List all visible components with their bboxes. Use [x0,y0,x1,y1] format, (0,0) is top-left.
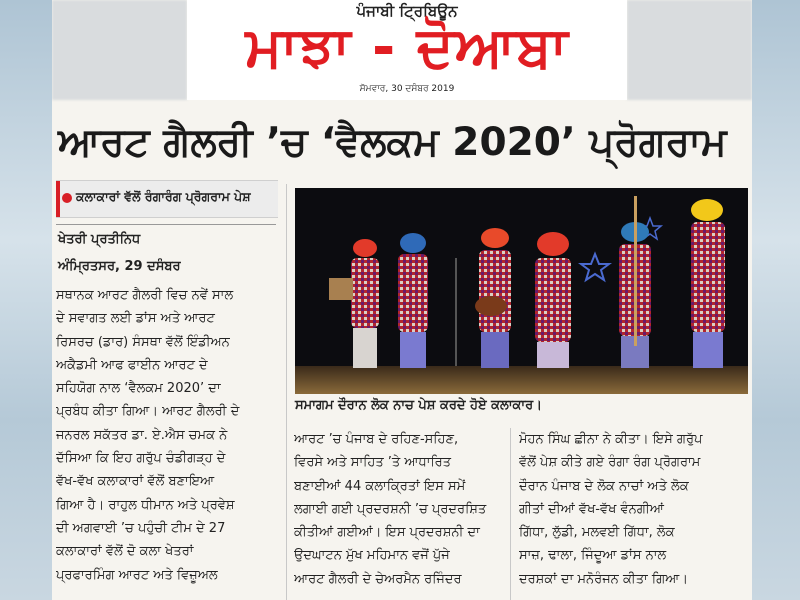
column-line: ਗਿਆ ਹੈ। ਰਾਹੁਲ ਧੀਮਾਨ ਅਤੇ ਪ੍ਰਵੇਸ਼ [56,497,235,513]
column-line: ਪ੍ਰਫਾਰਮਿੰਗ ਆਰਟ ਅਤੇ ਵਿਜ਼ੂਅਲ [56,567,218,583]
article-column-1 [56,284,278,587]
column-line: ਜਨਰਲ ਸਕੱਤਰ ਡਾ. ਏ.ਐਸ ਚਮਕ ਨੇ [56,427,228,443]
photo-caption: ਸਮਾਗਮ ਦੌਰਾਨ ਲੋਕ ਨਾਚ ਪੇਸ਼ ਕਰਦੇ ਹੋਏ ਕਲਾਕਾਰ। [295,398,542,413]
newspaper-clipping [52,0,752,600]
blurred-header-right [627,0,752,100]
column-line: ਦਰਸ਼ਕਾਂ ਦਾ ਮਨੋਰੰਜਨ ਕੀਤਾ ਗਿਆ। [519,571,689,587]
article-photo [295,188,748,394]
column-line: ਸਥਾਨਕ ਆਰਟ ਗੈਲਰੀ ਵਿਚ ਨਵੇਂ ਸਾਲ [56,288,234,303]
column-line: ਸਹਿਯੋਗ ਨਾਲ ‘ਵੈਲਕਮ 2020’ ਦਾ [56,381,221,397]
article-subhead-box [56,180,278,218]
column-line: ਸਾਜ਼, ਢਾਲਾ, ਜਿੰਦੂਆ ਡਾਂਸ ਨਾਲ [519,548,667,564]
byline: ਖੇਤਰੀ ਪ੍ਰਤੀਨਿਧ [58,232,141,247]
edition-date: ਸੋਮਵਾਰ, 30 ਦਸੰਬਰ 2019 [359,84,455,94]
blurred-header-left [52,0,187,100]
column-line: ਦੀ ਅਗਵਾਈ ’ਚ ਪਹੁੰਚੀ ਟੀਮ ਦੇ 27 [56,520,226,536]
divider [56,224,276,225]
column-rule [510,428,511,600]
column-line: ਦੌਰਾਨ ਪੰਜਾਬ ਦੇ ਲੋਕ ਨਾਚਾਂ ਅਤੇ ਲੋਕ [519,478,689,494]
accent-bar [56,181,60,217]
column-line: ਗੀਤਾਂ ਦੀਆਂ ਵੱਖ-ਵੱਖ ਵੰਨਗੀਆਂ [519,501,664,517]
article-column-3 [519,428,749,591]
column-line: ਬਣਾਈਆਂ 44 ਕਲਾਕ੍ਰਿਤਾਂ ਇਸ ਸਮੇਂ [294,478,466,494]
background-left [0,0,52,600]
newspaper-name: ਪੰਜਾਬੀ ਟ੍ਰਿਬਿਊਨ [356,2,458,20]
column-line: ਉਦਘਾਟਨ ਮੁੱਖ ਮਹਿਮਾਨ ਵਜੋਂ ਪੁੱਜੇ [294,548,450,564]
article-column-2 [294,428,502,591]
dateline: ਅੰਮ੍ਰਿਤਸਰ, 29 ਦਸੰਬਰ [58,259,181,274]
column-line: ਲਗਾਈ ਗਈ ਪ੍ਰਦਰਸ਼ਨੀ ’ਚ ਪ੍ਰਦਰਸ਼ਿਤ [294,501,487,517]
masthead [187,0,627,100]
background-right [752,0,800,600]
column-line: ਕਲਾਕਾਰਾਂ ਵੱਲੋਂ ਦੋ ਕਲਾ ਖੇਤਰਾਂ [56,544,194,560]
column-line: ਰਿਸਰਚ (ਡਾਰ) ਸੰਸਥਾ ਵੱਲੋਂ ਇੰਡੀਅਨ [56,334,230,350]
column-line: ਵੱਖ-ਵੱਖ ਕਲਾਕਾਰਾਂ ਵੱਲੋਂ ਬਣਾਇਆ [56,474,215,490]
column-line: ਮੋਹਨ ਸਿੰਘ ਛੀਨਾ ਨੇ ਕੀਤਾ। ਇਸੇ ਗਰੁੱਪ [519,432,703,447]
column-line: ਵਿਰਸੇ ਅਤੇ ਸਾਹਿਤ ’ਤੇ ਆਧਾਰਿਤ [294,455,452,471]
column-line: ਗਿੱਧਾ, ਲੁੱਡੀ, ਮਲਵਈ ਗਿੱਧਾ, ਲੋਕ [519,525,675,541]
bullet-icon [62,193,72,203]
column-line: ਦੱਸਿਆ ਕਿ ਇਹ ਗਰੁੱਪ ਚੰਡੀਗੜ੍ਹ ਦੇ [56,451,226,467]
column-line: ਅਕੈਡਮੀ ਆਫ ਫਾਈਨ ਆਰਟ ਦੇ [56,357,208,373]
dancers-photo [295,188,748,394]
column-line: ਦੇ ਸਵਾਗਤ ਲਈ ਡਾਂਸ ਅਤੇ ਆਰਟ [56,311,215,327]
column-line: ਆਰਟ ਗੈਲਰੀ ਦੇ ਚੇਅਰਮੈਨ ਰਜਿੰਦਰ [294,571,462,587]
article-headline: ਆਰਟ ਗੈਲਰੀ ’ਚ ‘ਵੈਲਕਮ 2020’ ਪ੍ਰੋਗਰਾਮ [58,120,727,165]
column-rule [286,184,287,600]
column-line: ਕੀਤੀਆਂ ਗਈਆਂ। ਇਸ ਪ੍ਰਦਰਸ਼ਨੀ ਦਾ [294,525,480,541]
edition-title: ਮਾਝਾ - ਦੋਆਬਾ [245,15,569,80]
column-line: ਆਰਟ ’ਚ ਪੰਜਾਬ ਦੇ ਰਹਿਣ-ਸਹਿਣ, [294,432,459,447]
column-line: ਵੱਲੋਂ ਪੇਸ਼ ਕੀਤੇ ਗਏ ਰੰਗਾ ਰੰਗ ਪ੍ਰੋਗਰਾਮ [519,455,701,471]
column-line: ਪ੍ਰਬੰਧ ਕੀਤਾ ਗਿਆ। ਆਰਟ ਗੈਲਰੀ ਦੇ [56,404,240,420]
article-subhead: ਕਲਾਕਾਰਾਂ ਵੱਲੋਂ ਰੰਗਾਰੰਗ ਪ੍ਰੋਗਰਾਮ ਪੇਸ਼ [76,189,251,204]
